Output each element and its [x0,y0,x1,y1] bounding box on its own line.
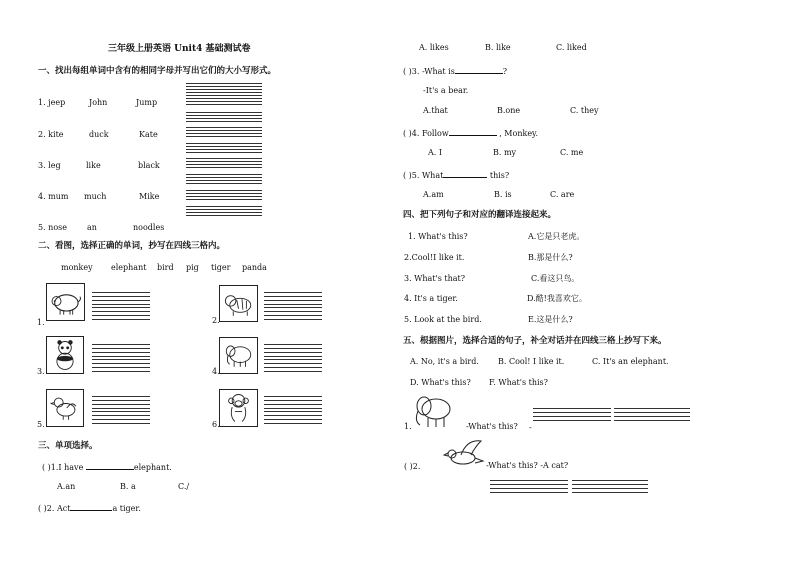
item-number: 1. [37,318,45,327]
s1-word: Kate [139,130,158,139]
item-number: 2. [212,316,220,325]
sentence-option: B. Cool! I like it. [498,357,565,366]
writing-lines[interactable] [186,158,262,170]
s1-word: black [138,161,160,170]
answer-blank[interactable] [86,461,134,470]
writing-lines[interactable] [614,408,690,424]
writing-lines[interactable] [186,83,262,95]
s1-word: much [84,192,107,201]
sentence-option: C. It's an elephant. [592,357,669,366]
s1-word: noodles [133,223,165,232]
q3-stem: ( )3. -What is [403,67,455,76]
writing-lines[interactable] [533,408,611,424]
dialogue-dash: - [529,423,532,432]
writing-lines[interactable] [264,307,322,323]
writing-lines[interactable] [186,206,262,218]
section-4-heading: 四、把下列句子和对应的翻译连接起来。 [403,210,557,220]
writing-lines[interactable] [264,292,322,308]
match-left[interactable]: 2.Cool!I like it. [404,253,465,262]
dialogue-line: -What's this? -A cat? [486,461,569,470]
word-choice: monkey [61,263,93,272]
match-right[interactable]: D.酷!我喜欢它。 [527,294,587,303]
option: C. are [550,190,575,199]
pig-picture [46,283,85,321]
word-choice: panda [242,263,267,272]
s1-word: 5. nose [38,223,67,232]
writing-lines[interactable] [490,480,568,496]
writing-lines[interactable] [186,190,262,202]
q3-response: -It's a bear. [423,86,469,95]
sentence-option: F. What's this? [489,378,548,387]
item-number: 6. [212,420,220,429]
s1-word: 1. jeep [38,98,66,107]
writing-lines[interactable] [92,396,150,412]
item-number: 4. [212,367,220,376]
match-right[interactable]: C.看这只鸟。 [531,274,580,283]
page-title: 三年级上册英语 Unit4 基础测试卷 [108,44,251,54]
q5-end: this? [489,171,510,180]
writing-lines[interactable] [572,480,648,496]
bird-picture [443,438,487,470]
word-choice: pig [186,263,199,272]
writing-lines[interactable] [92,411,150,427]
elephant-picture [410,393,456,429]
section-2-heading: 二、看图，选择正确的单词，抄写在四线三格内。 [38,241,226,251]
writing-lines[interactable] [264,411,322,427]
dialogue-line: -What's this? [466,422,518,431]
option: A. likes [419,43,449,52]
word-choice: tiger [211,263,231,272]
option: B. my [493,148,517,157]
question-2 [38,502,141,514]
writing-lines[interactable] [92,359,150,375]
option: A. I [428,148,443,157]
option: A.an [57,482,76,491]
s1-word: 4. mum [38,192,69,201]
s1-word: Mike [139,192,160,201]
q4-end: , Monkey. [499,129,539,138]
answer-blank[interactable] [449,127,497,136]
q2-end: a tiger. [112,504,141,513]
option: A.that [423,106,448,115]
sentence-option: D. What's this? [410,378,471,387]
section-1-heading: 一、找出每组单词中含有的相同字母并写出它们的大小写形式。 [38,66,277,76]
section-3-heading: 三、单项选择。 [38,441,98,451]
item-number: 1. [404,422,412,431]
option: C. me [560,148,584,157]
q3-end: ? [502,67,508,76]
q2-stem: ( )2. Act [38,504,71,513]
option: C. they [570,106,599,115]
tiger-picture [219,285,258,322]
match-left[interactable]: 1. What's this? [408,232,468,241]
s1-word: Jump [136,98,158,107]
s1-word: 3. leg [38,161,61,170]
panda-picture [46,336,84,374]
option: A.am [423,190,444,199]
writing-lines[interactable] [264,359,322,375]
match-left[interactable]: 4. It's a tiger. [404,294,458,303]
writing-lines[interactable] [186,112,262,124]
q1-end: elephant. [133,463,172,472]
option: C. liked [556,43,587,52]
question-1 [42,461,172,473]
match-left[interactable]: 5. Look at the bird. [404,315,482,324]
s1-word: duck [89,130,109,139]
match-left[interactable]: 3. What's that? [404,274,466,283]
writing-lines[interactable] [264,396,322,412]
word-choice: bird [157,263,174,272]
item-number: 3. [37,367,45,376]
question-3 [403,65,507,77]
writing-lines[interactable] [186,143,262,155]
s1-word: John [89,98,108,107]
bird-picture [46,389,84,427]
option: B. is [494,190,512,199]
s1-word: like [86,161,101,170]
word-choice: elephant [111,263,147,272]
writing-lines[interactable] [186,95,262,107]
question-5 [403,169,509,181]
s1-word: 2. kite [38,130,64,139]
answer-blank[interactable] [443,169,487,178]
option: B.one [497,106,521,115]
s1-word: an [87,223,97,232]
option: B. like [485,43,511,52]
q1-stem: ( )1.I have [42,463,84,472]
question-4 [403,127,538,139]
q4-stem: ( )4. Follow [403,129,449,138]
writing-lines[interactable] [92,292,150,308]
match-right[interactable]: A.它是只老虎。 [528,232,585,241]
match-right[interactable]: E.这是什么? [528,315,573,324]
option: B. a [120,482,136,491]
monkey-picture [219,389,258,427]
question-paren: ( )2. [404,462,421,471]
item-number: 5. [37,420,45,429]
section-5-heading: 五、根据图片，选择合适的句子，补全对话并在四线三格上抄写下来。 [403,336,667,346]
writing-lines[interactable] [92,344,150,360]
answer-blank[interactable] [70,502,112,511]
elephant-picture [219,337,258,374]
writing-lines[interactable] [186,127,262,139]
q5-stem: ( )5. What [403,171,444,180]
writing-lines[interactable] [92,307,150,323]
match-right[interactable]: B.那是什么? [528,253,573,262]
option: C./ [178,482,190,491]
writing-lines[interactable] [186,174,262,186]
answer-blank[interactable] [455,65,503,74]
sentence-option: A. No, it's a bird. [410,357,479,366]
writing-lines[interactable] [264,344,322,360]
